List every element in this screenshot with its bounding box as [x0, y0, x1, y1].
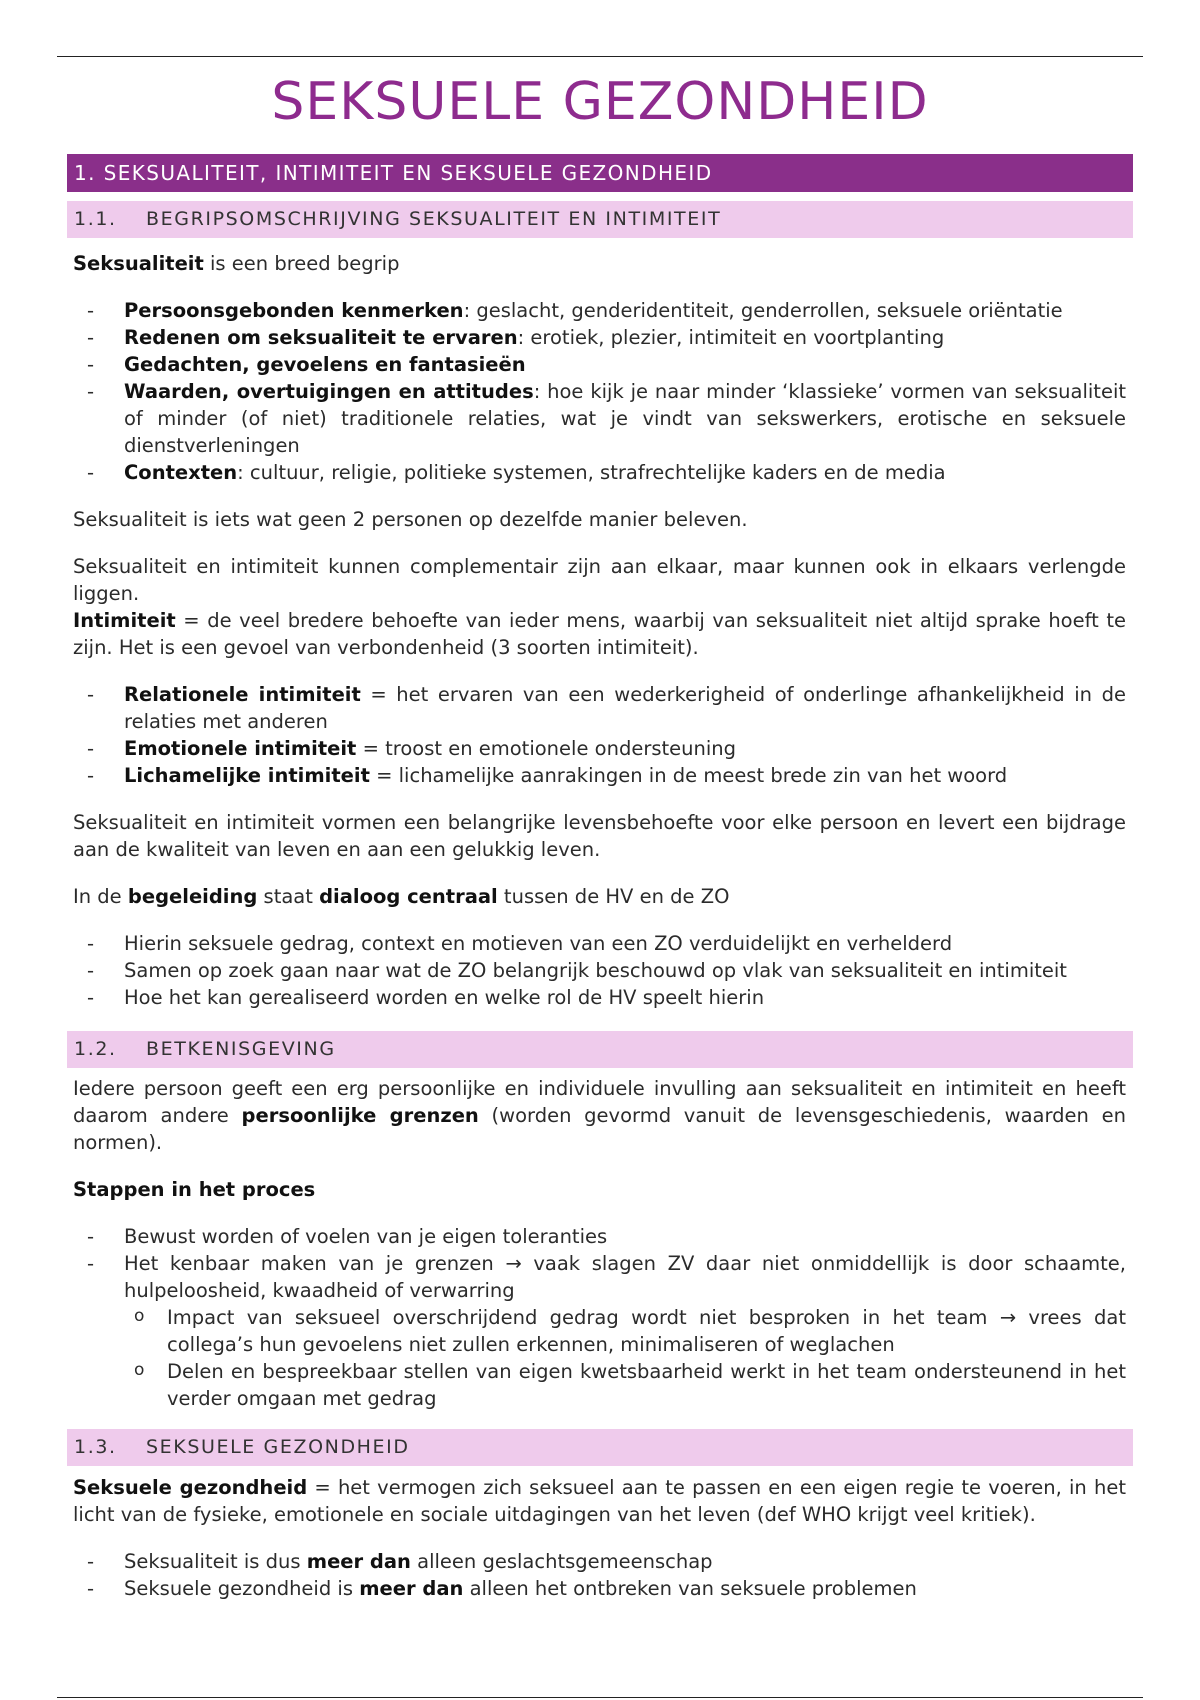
steps-title: Stappen in het proces [73, 1178, 316, 1201]
section-1-3-title: SEKSUELE GEZONDHEID [146, 1436, 410, 1458]
intimiteit-list [73, 681, 1126, 789]
paragraph: Seksuele gezondheid = het vermogen zich seksueel aan te passen en een eigen regie te voeren, in het licht van de fysieke, emotionele en sociale uitdagingen van het leven (def WHO krijgt veel kritiek). [73, 1476, 1127, 1526]
gezondheid-list [73, 1548, 1126, 1602]
top-rule [57, 56, 1143, 57]
section-1-2-heading [67, 1031, 1133, 1068]
list-item: - Gedachten, gevoelens en fantasieën [73, 351, 1126, 378]
section-1-title: SEKSUALITEIT, INTIMITEIT EN SEKSUELE GEZONDHEID [103, 161, 713, 185]
list-item: - Persoonsgebonden kenmerken: geslacht, genderidentiteit, genderrollen, seksuele oriëntatie [73, 297, 1126, 324]
list-item: - Seksuele gezondheid is meer dan alleen het ontbreken van seksuele problemen [73, 1575, 1126, 1602]
section-1-2-number: 1.2. [74, 1038, 117, 1060]
section-1-3-heading [67, 1429, 1133, 1466]
list-item: - Samen op zoek gaan naar wat de ZO belangrijk beschouwd op vlak van seksualiteit en intimiteit [73, 957, 1126, 984]
section-1-2-title: BETKENISGEVING [146, 1038, 336, 1060]
sub-list [124, 1304, 1126, 1412]
paragraph: Intimiteit = de veel bredere behoefte van ieder mens, waarbij van seksualiteit niet altijd sprake hoeft te zijn. Het is een gevoel van verbondenheid (3 soorten intimiteit). [73, 609, 1126, 659]
paragraph: In de begeleiding staat dialoog centraal tussen de HV en de ZO [73, 885, 730, 908]
section-1-1-heading [67, 201, 1133, 238]
paragraph: Seksualiteit en intimiteit kunnen complementair zijn aan elkaar, maar kunnen ook in elkaars verlengde liggen. [73, 555, 1126, 605]
bottom-rule [57, 1697, 1143, 1698]
steps-list [73, 1223, 1126, 1412]
list-item: - Emotionele intimiteit = troost en emotionele ondersteuning [73, 735, 1126, 762]
section-1-1-title: BEGRIPSOMSCHRIJVING SEKSUALITEIT EN INTIMITEIT [146, 208, 722, 230]
paragraph: Seksualiteit en intimiteit vormen een belangrijke levensbehoefte voor elke persoon en levert een bijdrage aan de kwaliteit van leven en aan een gelukkig leven. [73, 811, 1126, 861]
kenmerken-list [73, 297, 1126, 486]
list-item: - Relationele intimiteit = het ervaren van een wederkerigheid of onderlinge afhankelijkheid in de relaties met anderen [73, 681, 1126, 735]
section-1-1-number: 1.1. [74, 208, 117, 230]
begeleiding-list [73, 930, 1126, 1011]
document-body [67, 154, 1133, 1602]
list-item: - Seksualiteit is dus meer dan alleen geslachtsgemeenschap [73, 1548, 1126, 1575]
list-item: - Het kenbaar maken van je grenzen → vaak slagen ZV daar niet onmiddellijk is door schaamte, hulpeloosheid, kwaadheid of verwarring o Impact van seksueel overschrijdend gedrag wordt niet besproken in het team → vrees dat collega’s hun gevoelens niet zullen erkennen, minimaliseren of weglachen o Delen en bespreekbaar stellen van eigen kwetsbaarheid werkt in het team ondersteunend in het verder omgaan met gedrag [73, 1250, 1126, 1412]
section-1-3-number: 1.3. [74, 1436, 117, 1458]
paragraph: Seksualiteit is iets wat geen 2 personen op dezelfde manier beleven. [73, 508, 748, 531]
sub-list-item: o Delen en bespreekbaar stellen van eigen kwetsbaarheid werkt in het team ondersteunend in het verder omgaan met gedrag [124, 1358, 1126, 1412]
section-1-heading [67, 154, 1133, 192]
list-item: - Contexten: cultuur, religie, politieke systemen, strafrechtelijke kaders en de media [73, 459, 1126, 486]
section-1-number: 1. [74, 161, 96, 185]
list-item: - Lichamelijke intimiteit = lichamelijke aanrakingen in de meest brede zin van het woord [73, 762, 1126, 789]
list-item: - Hoe het kan gerealiseerd worden en welke rol de HV speelt hierin [73, 984, 1126, 1011]
list-item: - Bewust worden of voelen van je eigen toleranties [73, 1223, 1126, 1250]
sub-list-item: o Impact van seksueel overschrijdend gedrag wordt niet besproken in het team → vrees dat collega’s hun gevoelens niet zullen erkennen, minimaliseren of weglachen [124, 1304, 1126, 1358]
list-item: - Waarden, overtuigingen en attitudes: hoe kijk je naar minder ‘klassieke’ vormen van seksualiteit of minder (of niet) traditionele relaties, wat je vindt van sekswerkers, erotische en seksuele dienstverleningen [73, 378, 1126, 459]
list-item: - Hierin seksuele gedrag, context en motieven van een ZO verduidelijkt en verhelderd [73, 930, 1126, 957]
paragraph: Iedere persoon geeft een erg persoonlijke en individuele invulling aan seksualiteit en intimiteit en heeft daarom andere persoonlijke grenzen (worden gevormd vanuit de levensgeschiedenis, waarden en normen). [73, 1077, 1126, 1154]
paragraph: Seksualiteit is een breed begrip [73, 252, 400, 275]
list-item: - Redenen om seksualiteit te ervaren: erotiek, plezier, intimiteit en voortplanting [73, 324, 1126, 351]
page-title: SEKSUELE GEZONDHEID [271, 72, 929, 132]
